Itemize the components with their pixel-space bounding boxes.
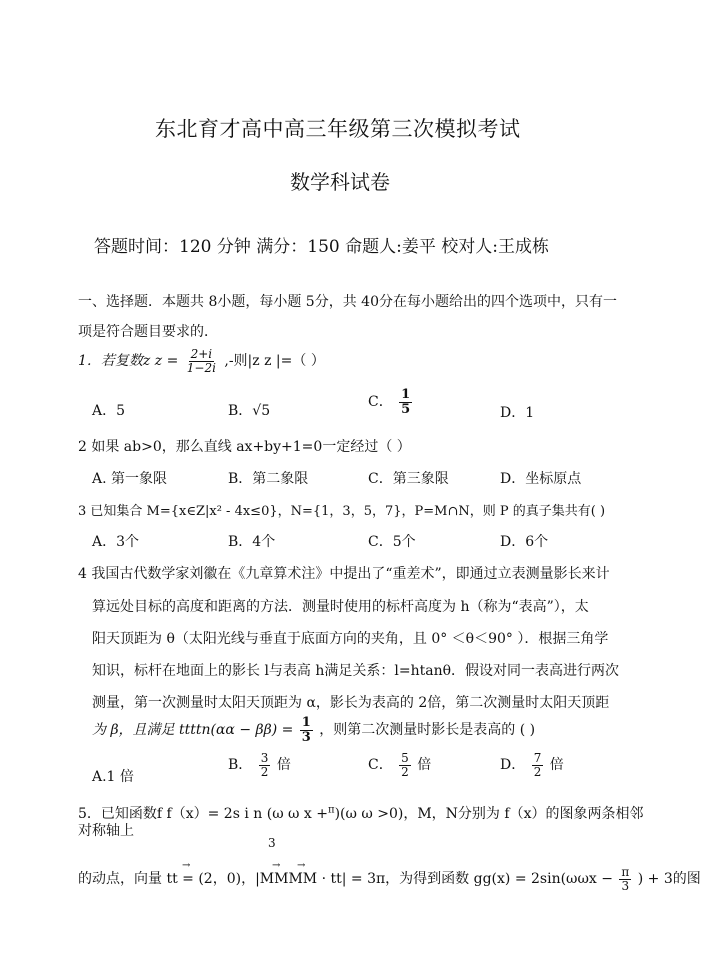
exam-subtitle: 数学科试卷: [290, 170, 390, 194]
q2-option-d[interactable]: D．坐标原点: [500, 471, 582, 487]
vector-arrow-2: →: [272, 860, 281, 871]
q1-frac-den: 1−2i: [186, 360, 216, 375]
q4-option-b-fraction: [259, 752, 271, 778]
section-instruction-line1: 一、选择题．本题共 8小题，每小题 5分，共 40分在每小题给出的四个选项中，只有一: [78, 294, 617, 310]
q4-option-d-label: D．: [500, 757, 526, 774]
q4-option-d[interactable]: [500, 752, 564, 778]
q1-option-c-label: C．: [368, 394, 393, 411]
q4-option-d-fraction: [532, 752, 544, 778]
q4-option-c-suffix: 倍: [417, 757, 432, 774]
q4-line6-frac-num: 1: [301, 715, 311, 730]
q3-option-c[interactable]: C．5个: [368, 534, 416, 550]
question-4-line6: [92, 716, 535, 744]
q4-option-b-den: 2: [260, 764, 269, 779]
exam-info: 答题时间：120 分钟 满分：150 命题人:姜平 校对人:王成栋: [94, 237, 549, 257]
q4-option-c-den: 2: [401, 764, 409, 779]
q1-prefix: 1．若复数z z: [78, 353, 167, 370]
q1-option-b[interactable]: B．√5: [228, 403, 271, 419]
section-instruction-line2: 项是符合题目要求的．: [78, 324, 218, 340]
q1-suffix: ,-则|z z |=（ ）: [224, 353, 325, 370]
q4-option-b-suffix: 倍: [276, 757, 291, 774]
q3-option-d[interactable]: D．6个: [500, 534, 549, 550]
question-5-three: 3: [268, 836, 276, 850]
q2-option-c[interactable]: C．第三象限: [368, 471, 449, 487]
question-4-line5: 测量，第一次测量时太阳天顶距为 α，影长为表高的 2倍，第二次测量时太阳天顶距: [92, 695, 610, 711]
q5-line1-pi: π: [328, 804, 335, 816]
q4-option-d-den: 2: [533, 764, 542, 779]
exam-title: 东北育才高中高三年级第三次模拟考试: [155, 117, 521, 141]
q4-option-c-num: 5: [401, 751, 409, 765]
q5-line3-text: 的动点，向量 tt = (2，0)，|MMMM · tt| = 3π，为得到函数 gg(x) = 2sin(ωωx −: [78, 871, 618, 888]
q4-line6-suffix: ，则第二次测量时影长是表高的 ( ): [319, 722, 536, 739]
q1-option-d[interactable]: D．1: [500, 405, 535, 421]
q1-option-c[interactable]: [368, 388, 414, 416]
q4-option-b-label: B．: [228, 757, 253, 774]
q4-option-c-label: C．: [368, 757, 393, 774]
question-3-stem: 3 已知集合 M={x∈Z|x² - 4x≤0}，N={1，3，5，7}，P=M∩N，则 P 的真子集共有( ): [78, 504, 606, 519]
question-4-line3: 阳天顶距为 θ（太阳光线与垂直于底面方向的夹角，且 0° ＜θ＜90° ）．根据三角学: [92, 631, 609, 647]
q3-option-a[interactable]: A．3个: [92, 534, 140, 550]
q4-option-a[interactable]: A.1 倍: [92, 769, 134, 785]
q5-line1-a: 5．已知函数f f（x）= 2s i n (ω ω x +: [78, 806, 329, 822]
question-5-line3: [78, 866, 701, 892]
vector-arrow-3: →: [297, 860, 306, 871]
q5-line3-fraction: [619, 866, 631, 892]
question-5-line1: [78, 803, 643, 823]
q4-line6-fraction: [300, 716, 313, 744]
q4-option-c[interactable]: [368, 752, 431, 778]
q1-option-a[interactable]: A．5: [92, 403, 126, 419]
q2-option-a[interactable]: A. 第一象限: [92, 471, 168, 487]
vector-arrow-1: →: [182, 860, 191, 871]
question-4-line4: 知识，标杆在地面上的影长 l与表高 h满足关系：l=htanθ．假设对同一表高进行两次: [92, 663, 620, 679]
q1-eq: =: [166, 353, 179, 370]
q5-line3-frac-den: 3: [621, 878, 630, 893]
q4-line6-frac-den: 3: [301, 729, 311, 745]
question-5-line2: 对称轴上: [78, 823, 134, 839]
q1-option-c-num: 1: [401, 387, 411, 402]
q5-line1-b: )(ω ω >0)，M，N分别为 f（x）的图象两条相邻: [334, 806, 644, 822]
question-4-line1: 4 我国古代数学家刘徽在《九章算术注》中提出了“重差术”，即通过立表测量影长来计: [78, 566, 610, 582]
q1-frac-num: 2+i: [190, 347, 213, 361]
q2-option-b[interactable]: B．第二象限: [228, 471, 309, 487]
q4-option-d-num: 7: [533, 751, 542, 765]
q1-fraction: [185, 348, 218, 374]
q1-option-c-fraction: [399, 388, 412, 416]
question-1-stem: [78, 348, 325, 374]
q5-line3-suffix: ) + 3的图: [637, 871, 701, 888]
q4-option-d-suffix: 倍: [549, 757, 564, 774]
q1-option-c-den: 5: [401, 401, 411, 417]
q4-option-c-fraction: [399, 752, 411, 778]
question-4-line2: 算远处目标的高度和距离的方法．测量时使用的标杆高度为 h（称为“表高”），太: [92, 599, 589, 615]
q4-line6-prefix: 为 β，且满足 ttttn(αα − ββ) =: [92, 722, 298, 739]
question-2-stem: 2 如果 ab>0，那么直线 ax+by+1=0一定经过（ ）: [78, 439, 411, 455]
q4-option-b[interactable]: [228, 752, 291, 778]
q4-option-b-num: 3: [260, 751, 269, 765]
q3-option-b[interactable]: B．4个: [228, 534, 276, 550]
q5-line3-frac-num: π: [621, 865, 630, 879]
